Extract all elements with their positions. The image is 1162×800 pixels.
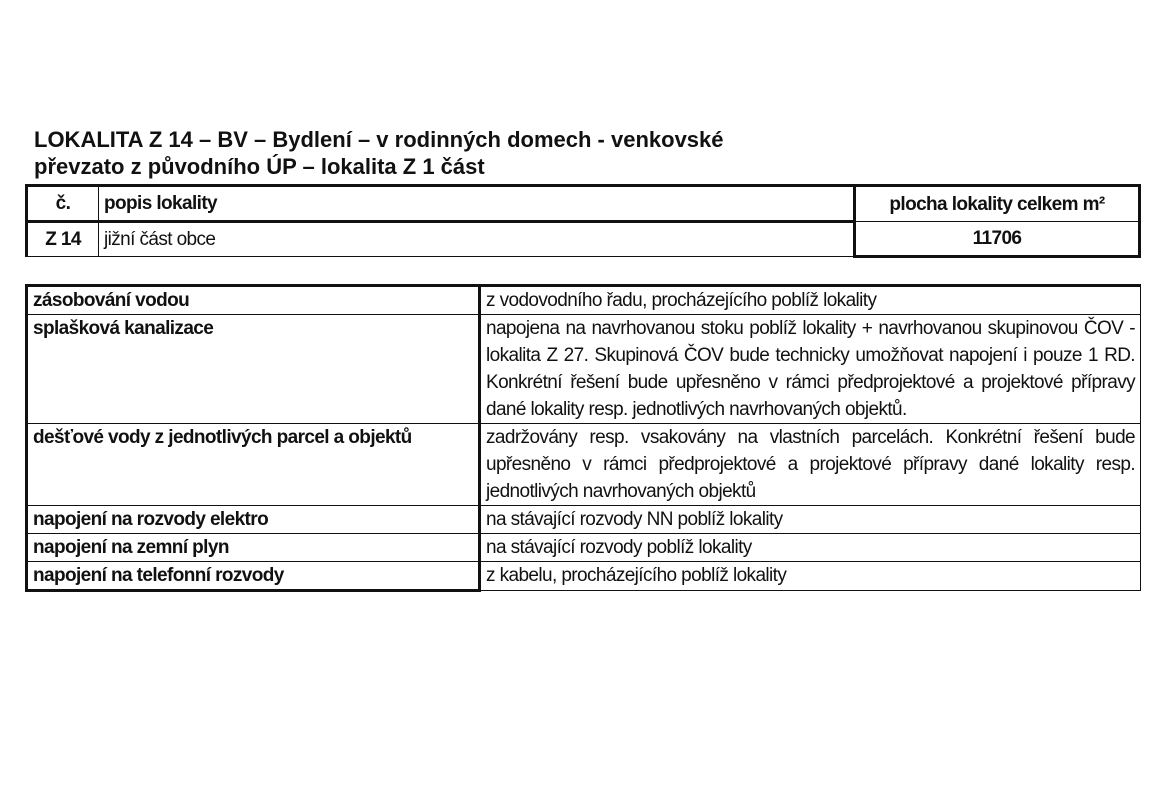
table-row	[27, 562, 1141, 591]
row-value: z vodovodního řadu, procházejícího poblíž lokality	[480, 286, 1141, 315]
header-description: popis lokality	[99, 186, 855, 222]
title-line-2: převzato z původního ÚP – lokalita Z 1 část	[34, 154, 485, 179]
row-label: napojení na rozvody elektro	[27, 506, 480, 534]
row-value: z kabelu, procházejícího poblíž lokality	[480, 562, 1141, 591]
row-value: napojena na navrhovanou stoku poblíž lokality + navrhovanou skupinovou ČOV - lokalita Z 27. Skupinová ČOV bude technicky umožňovat napojení i pouze 1 RD. Konkrétní řešení bude upřesněno v rámci předprojektové a projektové přípravy dané lokality resp. jednotlivých navrhovaných objektů.	[480, 315, 1141, 424]
header-number: č.	[27, 186, 99, 222]
row-label: splašková kanalizace	[27, 315, 480, 424]
row-label: napojení na zemní plyn	[27, 534, 480, 562]
locality-summary-table	[25, 184, 1141, 258]
table-row	[27, 506, 1141, 534]
cell-description: jižní část obce	[99, 222, 855, 257]
header-area: plocha lokality celkem m²	[855, 186, 1140, 222]
cell-area: 11706	[855, 222, 1140, 257]
table-row	[27, 286, 1141, 315]
row-value: na stávající rozvody NN poblíž lokality	[480, 506, 1141, 534]
page-title	[34, 126, 724, 180]
table-header-row	[27, 186, 1140, 222]
table-row	[27, 534, 1141, 562]
table-row	[27, 222, 1140, 257]
row-value: zadržovány resp. vsakovány na vlastních parcelách. Konkrétní řešení bude upřesněno v rámci předprojektové a projektové přípravy dané lokality resp. jednotlivých navrhovaných objektů	[480, 424, 1141, 506]
table-row	[27, 315, 1141, 424]
row-value: na stávající rozvody poblíž lokality	[480, 534, 1141, 562]
title-line-1: LOKALITA Z 14 – BV – Bydlení – v rodinných domech - venkovské	[34, 127, 724, 152]
cell-number: Z 14	[27, 222, 99, 257]
row-label: zásobování vodou	[27, 286, 480, 315]
table-row	[27, 424, 1141, 506]
row-label: dešťové vody z jednotlivých parcel a objektů	[27, 424, 480, 506]
row-label: napojení na telefonní rozvody	[27, 562, 480, 591]
infrastructure-table	[25, 284, 1141, 592]
